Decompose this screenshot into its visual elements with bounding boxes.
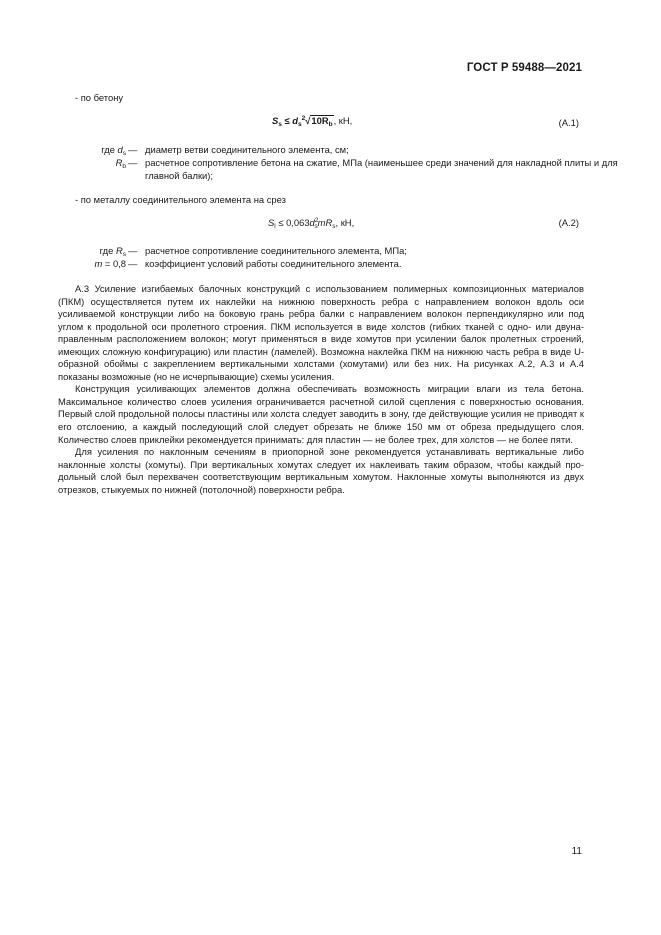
formula-a2: [268, 217, 354, 230]
formula-a2-relation: ≤ 0,063: [278, 217, 310, 228]
intro-metal: - по металлу соединительного элемента на срез: [75, 194, 286, 205]
formula-a1: [272, 115, 352, 130]
standard-code: ГОСТ Р 59488—2021: [466, 62, 582, 74]
def-text: расчетное сопротивление соединительного элемента, МПа;: [145, 245, 407, 256]
def-prefix: где: [99, 245, 116, 256]
def-symbol-var: R: [115, 157, 123, 168]
paragraph-construction: Конструкция усиливающих элементов должна обеспечивать возможность миграции влаги из тела бетона. Максимальное количество слоев усиления ограничивается расчетной силой сцепления с поверхностью основания. Первый слой продольной полосы пластины или холста следует заводить в зону, где действующие усилия не приводят к его отслоению, а каждый последующий слой следует обрезать не ближе 150 мм от обреза предыдущего слоя. Количество слоев приклейки рекомендуется принимать: для пластин — не более трех, для холстов — не более пяти.: [58, 383, 584, 445]
formula-a1-coef: d: [292, 115, 298, 126]
page-number: 11: [571, 846, 582, 857]
paragraph-a3: А.3 Усиление изгибаемых балочных конструкций с использованием полимерных композиционных материалов (ПКМ) осуществляется путем их наклейки на нижнюю поверхность ребра с направлением волокон вдоль оси усиливаемой конструкции либо на боковую грань ребра балки с направлением волокон перпендикулярно или под углом к продольной оси пролетного строения. ПКМ используется в виде холстов (гибких тканей с одно- или двунаправленным расположением волокон; могут применяться в виде хомутов при усилении балок пролетных строений, имеющих сложную конфигурацию) или пластин (ламелей). Возможна наклейка ПКМ на нижнюю часть ребра в виде U-образной обоймы с закреплением вертикальными холстами (хомутами) или без них. На рисунках А.2, А.3 и А.4 показаны возможные (но не исчерпывающие) схемы усиления.: [58, 283, 584, 382]
def-symbol-suffix: = 0,8: [102, 258, 126, 269]
def-text: диаметр ветви соединительного элемента, см;: [145, 144, 349, 155]
formula-a1-radical: [310, 115, 333, 130]
formula-a2-lhs-sub: l: [274, 223, 276, 230]
formula-a2-lhs: S: [268, 217, 275, 228]
def-dash: —: [128, 144, 138, 155]
def-text: коэффициент условий работы соединительного элемента.: [145, 258, 402, 269]
def-symbol: [94, 258, 126, 271]
def-a1-ds: [48, 144, 588, 157]
formula-a1-coef-sub: s: [298, 121, 302, 128]
formula-a1-lhs-sub: s: [278, 121, 282, 128]
def-dash: —: [128, 258, 138, 269]
sqrt-sign: √: [305, 115, 311, 126]
formula-a2-coef-sub: s: [314, 223, 318, 230]
def-a2-m: [48, 258, 588, 271]
formula-a2-mid: mR: [317, 217, 333, 228]
def-symbol-sub: b: [122, 163, 126, 170]
def-symbol-var: d: [117, 144, 123, 155]
formula-a1-unit: , кН,: [333, 115, 353, 126]
formula-a2-mid-sub: s: [332, 223, 336, 230]
def-dash: —: [128, 245, 138, 256]
formula-a2-number: (А.2): [558, 217, 579, 228]
def-a2-rs: [48, 245, 588, 258]
def-symbol-var: m: [94, 258, 103, 269]
formula-a1-radical-content: 10R: [311, 115, 329, 126]
formula-a2-unit: , кН,: [335, 217, 355, 228]
def-text: расчетное сопротивление бетона на сжатие, МПа (наименьшее среди значений для накладной плиты и для главной балки);: [145, 157, 618, 181]
formula-a2-coef-sup: 2: [314, 217, 319, 224]
formula-a2-coef: d: [309, 217, 315, 228]
def-symbol-var: R: [115, 245, 123, 256]
formula-a1-radical-sub: b: [328, 121, 333, 128]
formula-a1-number: (А.1): [558, 117, 579, 128]
def-symbol-sub: s: [122, 251, 126, 258]
def-dash: —: [128, 157, 138, 168]
def-prefix: где: [101, 144, 118, 155]
formula-a1-lhs: S: [272, 115, 279, 126]
formula-a1-relation: ≤: [284, 115, 290, 126]
body-text: [58, 283, 584, 496]
def-symbol-sub: s: [122, 150, 126, 157]
paragraph-inclined: Для усиления по наклонным сечениям в приопорной зоне рекомендуется устанавливать вертикальные либо наклонные холсты (хомуты). При вертикальных хомутах следует их наклеивать таким образом, чтобы каждый продольный слой был перехвачен соответствующим вертикальным хомутом. Наклонные хомуты выполняются из двух отрезков, стыкуемых по нижней (потолочной) поверхности ребра.: [58, 446, 584, 495]
formula-a1-coef-sup: 2: [301, 115, 306, 122]
def-symbol: [116, 157, 126, 174]
intro-concrete: - по бетону: [75, 92, 124, 103]
def-a1-rb: [48, 157, 618, 183]
